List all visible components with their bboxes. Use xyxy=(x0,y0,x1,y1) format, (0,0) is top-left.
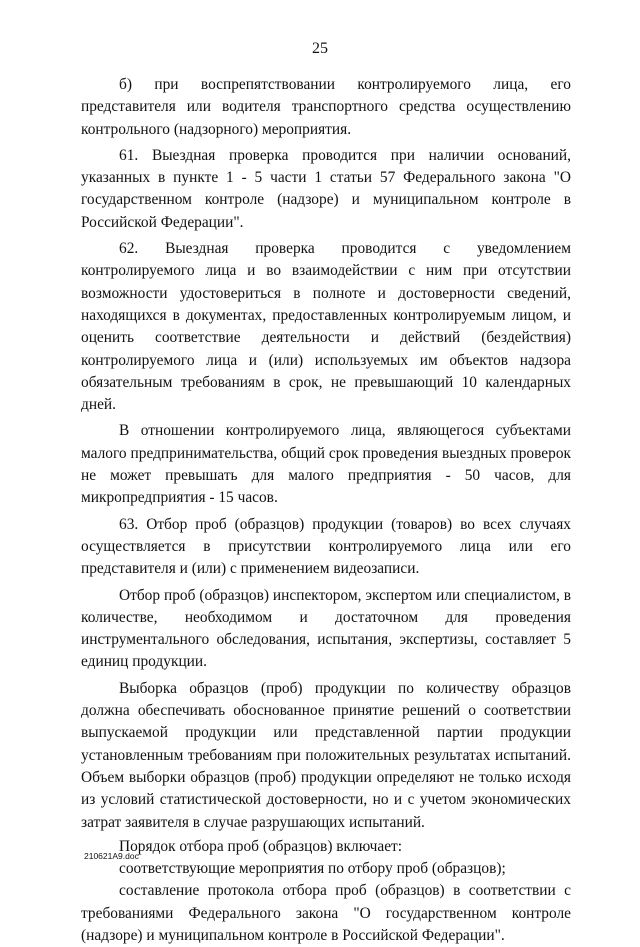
paragraph: 61. Выездная проверка проводится при наличии оснований, указанных в пункте 1 - 5 части 1 статьи 57 Федерального закона "О государственном контроле (надзоре) и муниципальном контроле в Российской Федерации". xyxy=(81,146,571,231)
paragraph: 63. Отбор проб (образцов) продукции (товаров) во всех случаях осуществляется в присутствии контролируемого лица или его представителя и (или) с применением видеозаписи. xyxy=(81,515,571,578)
paragraph: Порядок отбора проб (образцов) включает: xyxy=(119,837,403,855)
paragraph: Отбор проб (образцов) инспектором, экспертом или специалистом, в количестве, необходимом и достаточном для проведения инструментального обследования, испытания, экспертизы, составляет 5 единиц продукции. xyxy=(81,586,571,671)
paragraph: соответствующие мероприятия по отбору проб (образцов); xyxy=(119,860,506,878)
body-text xyxy=(81,74,571,947)
paragraph: В отношении контролируемого лица, являющегося субъектами малого предпринимательства, общий срок проведения выездных проверок не может превышать для малого предприятия - 50 часов, для микропредприятия - 15 часов. xyxy=(81,422,571,507)
paragraph: составление протокола отбора проб (образцов) в соответствии с требованиями Федерального закона "О государственном контроле (надзоре) и муниципальном контроле в Российской Федерации". xyxy=(81,882,571,944)
paragraph: б) при воспрепятствовании контролируемого лица, его представителя или водителя транспортного средства осуществлению контрольного (надзорного) мероприятия. xyxy=(81,76,571,138)
footer-filename: 210621A9.doc xyxy=(84,851,139,861)
paragraph: Выборка образцов (проб) продукции по количеству образцов должна обеспечивать обоснованное принятие решений о соответствии выпускаемой продукции или представленной партии продукции установленным требованиям при положительных результатах испытаний. Объем выборки образцов (проб) продукции определяют не только исходя из условий статистической достоверности, но и с учетом экономических затрат заявителя в случае разрушающих испытаний. xyxy=(81,679,571,831)
page-number: 25 xyxy=(312,40,328,57)
paragraph: 62. Выездная проверка проводится с уведомлением контролируемого лица и во взаимодействии с ним при отсутствии возможности удостовериться в полноте и достоверности сведений, находящихся в документах, предоставленных контролируемым лицом, и оценить соответствие деятельности и действий (бездействия) контролируемого лица и (или) используемых им объектов надзора обязательным требованиям в срок, не превышающий 10 календарных дней. xyxy=(81,240,571,414)
